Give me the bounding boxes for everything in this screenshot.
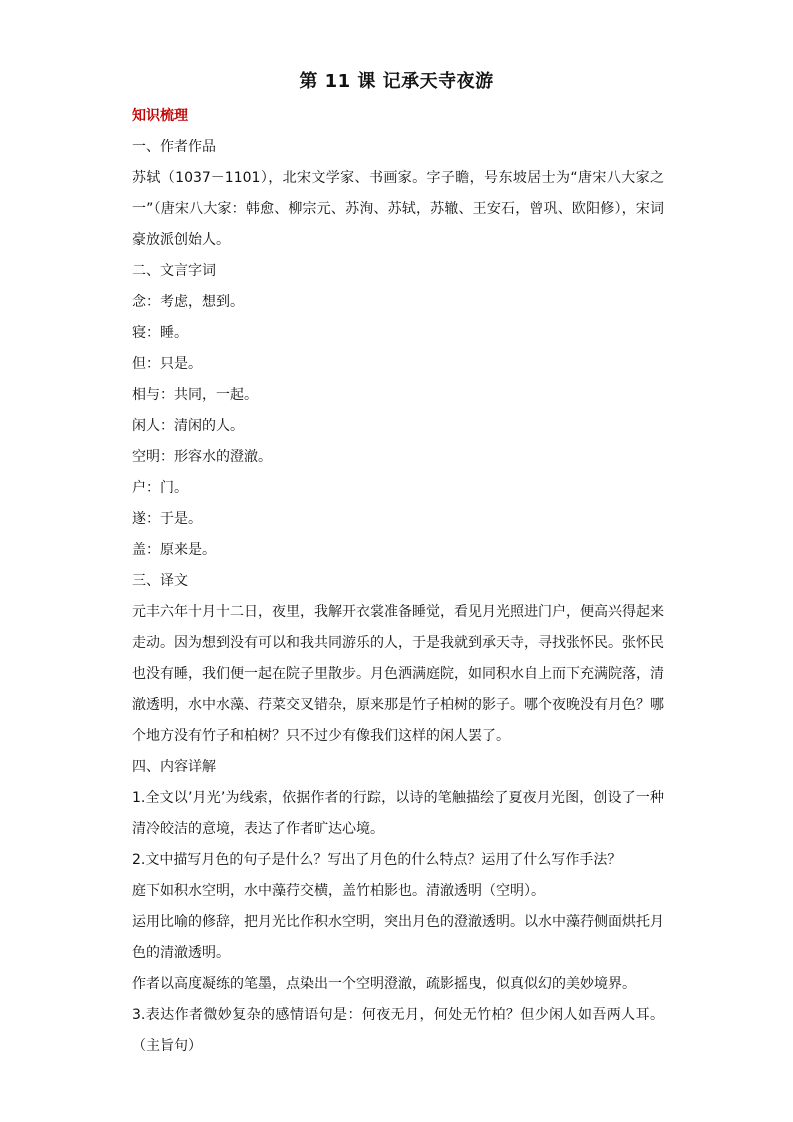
section-label-knowledge: 知识梳理	[132, 108, 188, 124]
word-entry: 但：只是。	[132, 356, 202, 372]
detail-item-2-quote: 庭下如积水空明，水中藻荇交横，盖竹柏影也。清澈透明（空明）。	[132, 883, 545, 899]
detail-item-2-technique: 运用比喻的修辞，把月光比作积水空明，突出月色的澄澈透明。以水中藻荇侧面烘托月色的清澈透明。	[132, 914, 664, 961]
word-entry: 相与：共同，一起。	[132, 387, 258, 403]
word-entry: 闲人：清闲的人。	[132, 418, 244, 434]
paragraph-author-bio: 苏轼（1037－1101），北宋文学家、书画家。字子瞻，号东坡居士为“唐宋八大家之一”（唐宋八大家：韩愈、柳宗元、苏洵、苏轼，苏辙、王安石，曾巩、欧阳修），宋词豪放派创始人。	[132, 170, 664, 248]
detail-item-2-summary: 作者以高度凝练的笔墨，点染出一个空明澄澈，疏影摇曳，似真似幻的美妙境界。	[132, 976, 636, 992]
detail-item-1: 1.全文以’月光’为线索，依据作者的行踪，以诗的笔触描绘了夏夜月光图，创设了一种清冷皎洁的意境，表达了作者旷达心境。	[132, 790, 664, 837]
heading-classical-words: 二、文言字词	[132, 263, 216, 279]
word-entry: 户：门。	[132, 480, 188, 496]
heading-translation: 三、译文	[132, 573, 188, 589]
word-entry: 寝：睡。	[132, 325, 188, 341]
detail-item-2-question: 2.文中描写月色的句子是什么？写出了月色的什么特点？运用了什么写作手法？	[132, 852, 622, 868]
word-entry: 空明：形容水的澄澈。	[132, 449, 272, 465]
word-entry: 盖：原来是。	[132, 542, 216, 558]
word-entry: 遂：于是。	[132, 511, 202, 527]
document-body	[132, 101, 664, 1062]
heading-content-details: 四、内容详解	[132, 759, 216, 775]
paragraph-translation: 元丰六年十月十二日，夜里，我解开衣裳准备睡觉，看见月光照进门户，便高兴得起来走动。因为想到没有可以和我共同游乐的人，于是我就到承天寺，寻找张怀民。张怀民也没有睡，我们便一起在院子里散步。月色洒满庭院，如同积水自上而下充满院落，清澈透明，水中水藻、荇菜交叉错杂，原来那是竹子柏树的影子。哪个夜晚没有月色？哪个地方没有竹子和柏树？只不过少有像我们这样的闲人罢了。	[132, 604, 664, 744]
detail-item-3: 3.表达作者微妙复杂的感情语句是：何夜无月，何处无竹柏？但少闲人如吾两人耳。（主旨句）	[132, 1007, 664, 1054]
heading-author-works: 一、作者作品	[132, 139, 216, 155]
word-entry: 念：考虑，想到。	[132, 294, 244, 310]
page-title: 第 11 课 记承天寺夜游	[299, 71, 494, 92]
